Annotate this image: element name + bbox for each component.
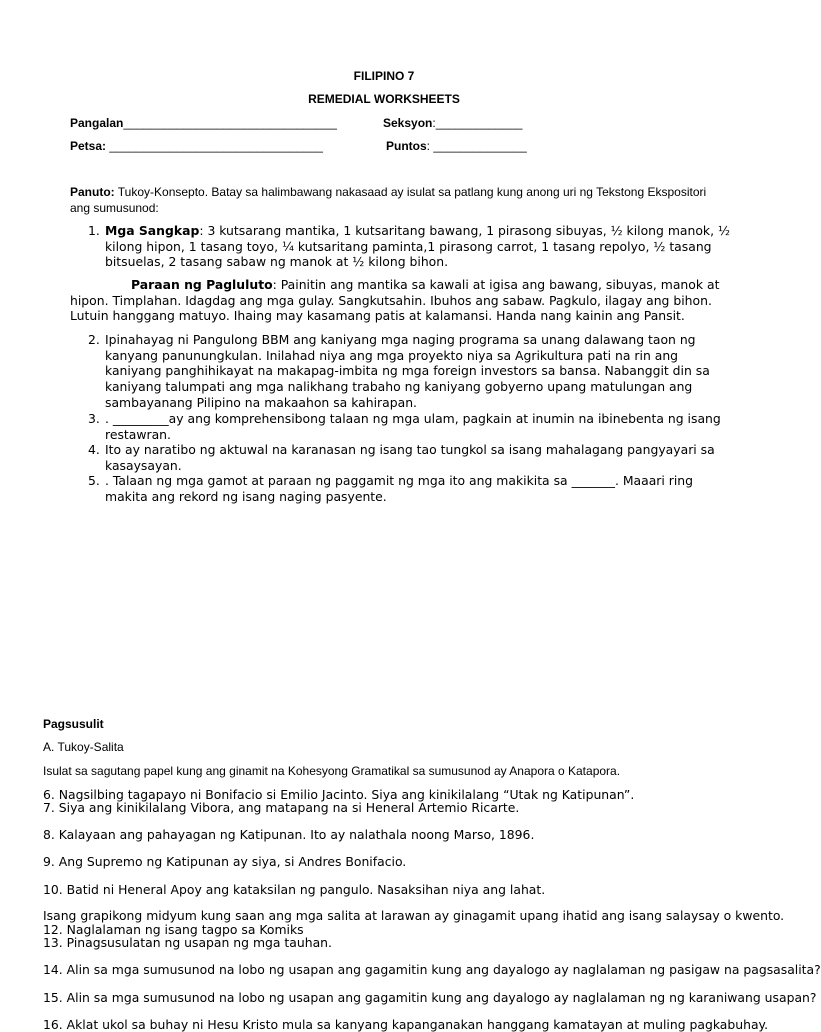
instructions-line-1: Panuto: Tukoy-Konsepto. Batay sa halimbawang nakasaad ay isulat sa patlang kung anong uri ng Tekstong Ekspositori [70,185,707,199]
question-15: 15. Alin sa mga sumusunod na lobo ng usapan ang gagamitin kung ang dayalogo ay naglalaman ng ng karaniwang usapan? [43,990,817,1005]
procedure-line-1: Paraan ng Pagluluto: Painitin ang mantika sa kawali at igisa ang bawang, sibuyas, manok at [131,277,720,292]
item-5-line: . Talaan ng mga gamot at paraan ng paggamit ng mga ito ang makikita sa _______. Maaari ring [105,473,694,488]
item-3-number: 3. [88,411,100,426]
question-9: 9. Ang Supremo ng Katipunan ay siya, si Andres Bonifacio. [43,854,407,869]
item-1-number: 1. [88,223,100,238]
assessment-directions: Isulat sa sagutang papel kung ang ginamit na Kohesyong Gramatikal sa sumusunod ay Anapora o Katapora. [43,764,621,778]
assessment-part: A. Tukoy-Salita [43,740,124,754]
item-4-line: kasaysayan. [105,458,182,473]
question-13: 13. Pinagsusulatan ng usapan ng mga tauhan. [43,935,332,950]
worksheet-subject: FILIPINO 7 [353,69,415,83]
assessment-title: Pagsusulit [43,717,104,731]
comics-definition: Isang grapikong midyum kung saan ang mga salita at larawan ay ginagamit upang ihatid ang isang salaysay o kwento. [43,908,785,923]
section-field [383,116,522,130]
question-7: 7. Siya ang kinikilalang Vibora, ang matapang na si Heneral Artemio Ricarte. [43,800,520,815]
worksheet-title: REMEDIAL WORKSHEETS [308,92,460,106]
item-3-line: restawran. [105,427,171,442]
section-label: Seksyon [383,116,433,130]
score-field [386,139,527,153]
section-blank: :_____________ [432,116,523,130]
item-2-line: kanyang panunungkulan. Inilahad niya ang mga proyekto niya sa Agrikultura pati na rin ang [105,348,679,363]
question-12: 12. Naglalaman ng isang tagpo sa Komiks [43,922,304,937]
procedure-line-2: hipon. Timplahan. Idagdag ang mga gulay. Sangkutsahin. Ibuhos ang sabaw. Pagkulo, ilagay ang bihon. [70,293,712,308]
date-field [70,139,323,153]
question-6: 6. Nagsilbing tagapayo ni Bonifacio si Emilio Jacinto. Siya ang kinikilalang “Utak ng Katipunan”. [43,787,635,802]
score-label: Puntos [386,139,427,153]
item-1-line-3: bitsuelas, 2 tasang sabaw ng manok at ½ kilong bihon. [105,254,449,269]
item-2-line: sambayanang Pilipino na makaahon sa kahirapan. [105,395,417,410]
item-3-line: . _________ay ang komprehensibong talaan ng mga ulam, pagkain at inumin na ibinebenta ng isang [105,411,721,426]
date-blank: ________________________________ [106,139,323,153]
name-blank: ________________________________ [123,116,337,130]
item-2-line: kaniyang panghihikayat na makapag-imbita ng mga foreign investors sa bansa. Nabanggit din sa [105,363,710,378]
item-1-line-2: kilong hipon, 1 tasang toyo, ¼ kutsaritang paminta,1 pirasong carrot, 1 tasang repolyo, ½ tasang [105,239,712,254]
date-label: Petsa: [70,139,107,153]
name-field [70,116,337,130]
item-2-line: Ipinahayag ni Pangulong BBM ang kaniyang mga naging programa sa unang dalawang taon ng [105,332,696,347]
procedure-line-3: Lutuin hanggang matuyo. Ihaing may kasamang patis at kalamansi. Handa nang kainin ang Pansit. [70,308,685,323]
question-16: 16. Aklat ukol sa buhay ni Hesu Kristo mula sa kanyang kapanganakan hanggang kamatayan at muling pagkabuhay. [43,1017,769,1032]
procedure-heading: Paraan ng Pagluluto [131,277,273,292]
instructions-line-2: ang sumusunod: [70,201,159,215]
item-5-line: makita ang rekord ng isang naging pasyente. [105,489,387,504]
name-label: Pangalan [70,116,124,130]
item-2-number: 2. [88,332,100,347]
item-4-number: 4. [88,442,100,457]
question-10: 10. Batid ni Heneral Apoy ang kataksilan ng pangulo. Nasaksihan niya ang lahat. [43,882,546,897]
item-2-line: kaniyang talumpati ang mga nalikhang trabaho ng kaniyang gobyerno upang matulungan ang [105,379,693,394]
score-blank: : ______________ [426,139,527,153]
ingredients-heading: Mga Sangkap [105,223,200,238]
question-8: 8. Kalayaan ang pahayagan ng Katipunan. Ito ay nalathala noong Marso, 1896. [43,827,535,842]
item-4-line: Ito ay naratibo ng aktuwal na karanasan ng isang tao tungkol sa isang mahalagang pangyayari sa [105,442,715,457]
item-1-line-1: Mga Sangkap: 3 kutsarang mantika, 1 kutsaritang bawang, 1 pirasong sibuyas, ½ kilong manok, ½ [105,223,730,238]
question-14: 14. Alin sa mga sumusunod na lobo ng usapan ang gagamitin kung ang dayalogo ay naglalaman ng pasigaw na pagsasalita? [43,962,821,977]
instructions-label: Panuto: [70,185,115,199]
item-5-number: 5. [88,473,100,488]
